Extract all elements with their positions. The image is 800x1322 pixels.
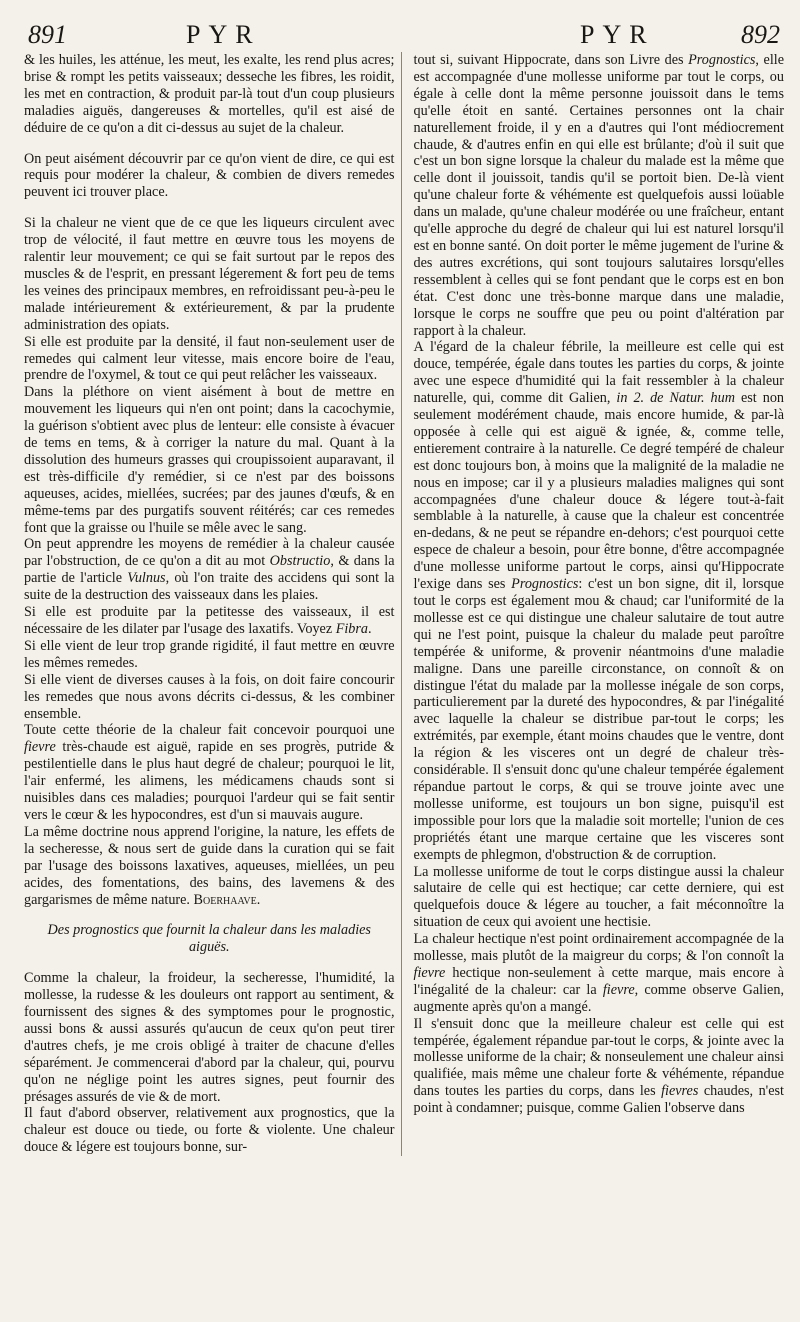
text-columns	[24, 52, 784, 1156]
section-subtitle: Des prognostics que fournit la chaleur dans les maladies aiguës.	[47, 922, 371, 956]
right-column	[414, 52, 785, 1156]
page-header	[24, 16, 784, 52]
paragraph: & les huiles, les atténue, les meut, les exalte, les rend plus acres; brise & rompt les petits vaisseaux; desseche les fibres, les roidit, les met en contraction, & produit par-là tout d'un coup plusieurs maladies aiguës, dangereuses & mortelles, qu'il est aisé de déduire de ce qu'on a dit ci-dessus au sujet de la chaleur.	[24, 52, 395, 136]
cross-reference: Vulnus	[127, 570, 166, 587]
paragraph: Si elle vient de diverses causes à la fois, on doit faire concourir les remedes que nous avons décrits ci-dessus, & les combiner ensemble.	[24, 671, 395, 722]
running-head-right: PYR	[580, 20, 655, 49]
paragraph: tout si, suivant Hippocrate, dans son Livre des Prognostics, elle est accompagnée d'une mollesse uniforme par tout le corps, ou égale à celle dont la même personne jouissoit dans le tems qu'elle étoit en santé. Certaines personnes ont la chair naturellement froide, il y en a d'autres qui l'ont médiocrement chaude, & d'autres enfin en qui elle est brûlante; d'où il suit que c'est un bon signe lorsque la chaleur du malade est la même que celle dont il jouissoit, tandis qu'il se portoit bien. De-là vient qu'une chaleur forte & véhémente est quelquefois aussi loüable dans un malade, qu'une chaleur modérée ou une fraîcheur, entant qu'elle approche du degré de chaleur qui lui est naturel lorsqu'il est en bonne santé. On doit porter le même jugement de l'urine & des autres excrétions, qui sont toujours salutaires lorsqu'elles ressemblent à celles qui se font pendant que le corps est en bon état. C'est donc une très-bonne marque dans une maladie, lorsque le corps ne souffre que peu ou point d'altération par rapport à la chaleur.	[413, 52, 784, 339]
paragraph: La mollesse uniforme de tout le corps distingue aussi la chaleur salutaire de celle qui est hectique; car cette derniere, qui est quelquefois douce & légere au toucher, a fait méconnoître la situation de ceux qui avoient une hectisie.	[413, 863, 784, 931]
paragraph: Si elle est produite par la densité, il faut non-seulement user de remedes qui calment leur vitesse, mais encore boire de l'eau, prendre de l'oxymel, & tout ce qui peut relâcher les vaisseaux.	[24, 333, 395, 384]
paragraph: Comme la chaleur, la froideur, la secheresse, l'humidité, la mollesse, la rudesse & les douleurs ont rapport au sentiment, & fournissent des signes & des symptomes pour le prognostic, aussi bons & aussi assurés qu'aucun de ceux qu'on peut tirer d'autres chefs, je me crois obligé à traiter de chacune d'elles séparément. Je commencerai d'abord par la chaleur, qui, pourvu qu'on ne néglige point les autres signes, peut fournir des présages assurés de vie & de mort.	[24, 970, 395, 1105]
paragraph: La même doctrine nous apprend l'origine, la nature, les effets de la secheresse, & nous sert de guide dans la curation qui se fait par l'usage des boissons laxatives, aqueuses, miellées, un peu acides, des fomentations, des bains, des lavemens & des gargarismes de même nature. Boerhaave.	[24, 823, 395, 908]
cross-reference: Obstructio	[269, 553, 331, 570]
author-signature: Boerhaave.	[193, 891, 261, 908]
paragraph: Si la chaleur ne vient que de ce que les liqueurs circulent avec trop de vélocité, il faut mettre en œuvre tous les moyens de ralentir leur mouvement; ce qui se fait surtout par le repos des muscles & de l'esprit, en pressant légerement & fort peu de tems les veines des principaux membres, en refroidissant peu-à-peu le malade intérieurement & extérieurement, & par la prudente administration des opiats.	[24, 215, 395, 333]
cross-reference: Fibra	[335, 621, 369, 637]
left-column	[24, 52, 402, 1156]
paragraph: Dans la pléthore on vient aisément à bout de mettre en mouvement les liqueurs qui n'en ont point; dans la cacochymie, la guérison s'obtient avec plus de lenteur: elle consiste à évacuer de tems en tems, & à corriger la nature du mal. Quant à la dissolution des humeurs grasses qui croupissoient auparavant, il est très-difficile d'y remédier, si ce n'est par des boissons aqueuses, acides, miellées, sucrées; par des jaunes d'œufs, & en même-tems par des purgatifs souvent réitérés; car ces remedes font que la graisse ou l'huile se mêle avec le sang.	[24, 384, 395, 536]
paragraph: Si elle vient de leur trop grande rigidité, il faut mettre en œuvre les mêmes remedes.	[24, 637, 395, 671]
paragraph: Il faut d'abord observer, relativement aux prognostics, que la chaleur est douce ou tiede, ou forte & violente. Une chaleur douce & légere est toujours bonne, sur-	[24, 1105, 395, 1156]
page-number-right: 892	[741, 20, 780, 49]
paragraph: On peut aisément découvrir par ce qu'on vient de dire, ce qui est requis pour modérer la chaleur, & combien de divers remedes peuvent ici trouver place.	[24, 150, 395, 201]
paragraph: Il s'ensuit donc que la meilleure chaleur est celle qui est tempérée, également répandue par-tout le corps, & jointe avec la mollesse uniforme de la chair; & nonseulement une chaleur ainsi qualifiée, mais même une chaleur forte & véhémente, répandue dans toutes les parties du corps, dans les fievres chaudes, n'est point à condamner; puisque, comme Galien l'observe dans	[413, 1015, 784, 1117]
running-head-left: PYR	[186, 20, 261, 49]
paragraph: Toute cette théorie de la chaleur fait concevoir pourquoi une fievre très-chaude est aiguë, rapide en ses progrès, putride & pestilentielle dans le plus haut degré de chaleur; pourquoi le lit, l'air enfermé, les alimens, les médicamens chauds sont si nuisibles dans ces maladies; pourquoi l'ardeur qui se fait sentir vers le cœur & les hypocondres, est d'un si mauvais augure.	[24, 722, 395, 823]
page-number-left: 891	[28, 20, 67, 49]
paragraph: La chaleur hectique n'est point ordinairement accompagnée de la mollesse, mais plutôt de la maigreur du corps; & l'on connoît la fievre hectique non-seulement à cette marque, mais encore à l'inégalité de la chaleur: car la fievre, comme observe Galien, augmente après qu'on a mangé.	[413, 931, 784, 1015]
paragraph: Si elle est produite par la petitesse des vaisseaux, il est nécessaire de les dilater par l'usage des laxatifs. Voyez Fibra.	[24, 604, 395, 637]
paragraph: A l'égard de la chaleur fébrile, la meilleure est celle qui est douce, tempérée, égale dans toutes les parties du corps, & jointe avec une espece d'humidité qui la fait ressembler à la chaleur naturelle, qui, comme dit Galien, in 2. de Natur. hum est non seulement modérément chaude, mais encore humide, & par-là opposée à celle qui est aiguë & ignée, &, comme telle, entierement contraire à la naturelle. Ce degré tempéré de chaleur est donc toujours bon, à moins que la malignité de la maladie ne nous en impose; car il y a plusieurs maladies malignes qui sont accompagnées d'une chaleur douce & légere tout-à-fait semblable à la naturelle, à cause que la chaleur est concentrée en-dedans, & ne peut se répandre en-dehors; c'est pourquoi cette espece de chaleur a besoin, pour être bonne, d'être accompagnée d'une mollesse uniforme partout le corps, ainsi qu'Hippocrate l'exige dans ses Prognostics: c'est un bon signe, dit il, lorsque tout le corps est également mou & chaud; car l'uniformité de la mollesse est ce qui distingue une chaleur salutaire de tout autre qui ne l'est point, puisque la chaleur du malade peut paroître tempérée & uniforme, & provenir néantmoins d'une maladie maligne. Dans une pareille circonstance, on connoît & on distingue l'état du malade par la mollesse inégale de son corps, particulierement par la dureté des hypocondres, & par l'inégalité avec laquelle la chaleur se distribue par-tout le corps; les extrémités, par exemple, étant moins chaudes que le ventre, dont la région & les visceres ont un degré de chaleur très-considérable. Il s'ensuit donc qu'une chaleur tempérée également répandue partout le corps, & qui se trouve jointe avec une mollesse uniforme, est toujours un bon signe, puisqu'il est impossible pour lors que la maladie soit mortelle; l'union de ces propriétés étant une marque certaine que les visceres sont exempts de phlegmon, d'obstruction & de corruption.	[413, 339, 785, 863]
paragraph: On peut apprendre les moyens de remédier à la chaleur causée par l'obstruction, de ce qu'on a dit au mot Obstructio, & dans la partie de l'article Vulnus, où l'on traite des accidens qui sont la suite de la destruction des vaisseaux dans les plaies.	[24, 536, 395, 604]
